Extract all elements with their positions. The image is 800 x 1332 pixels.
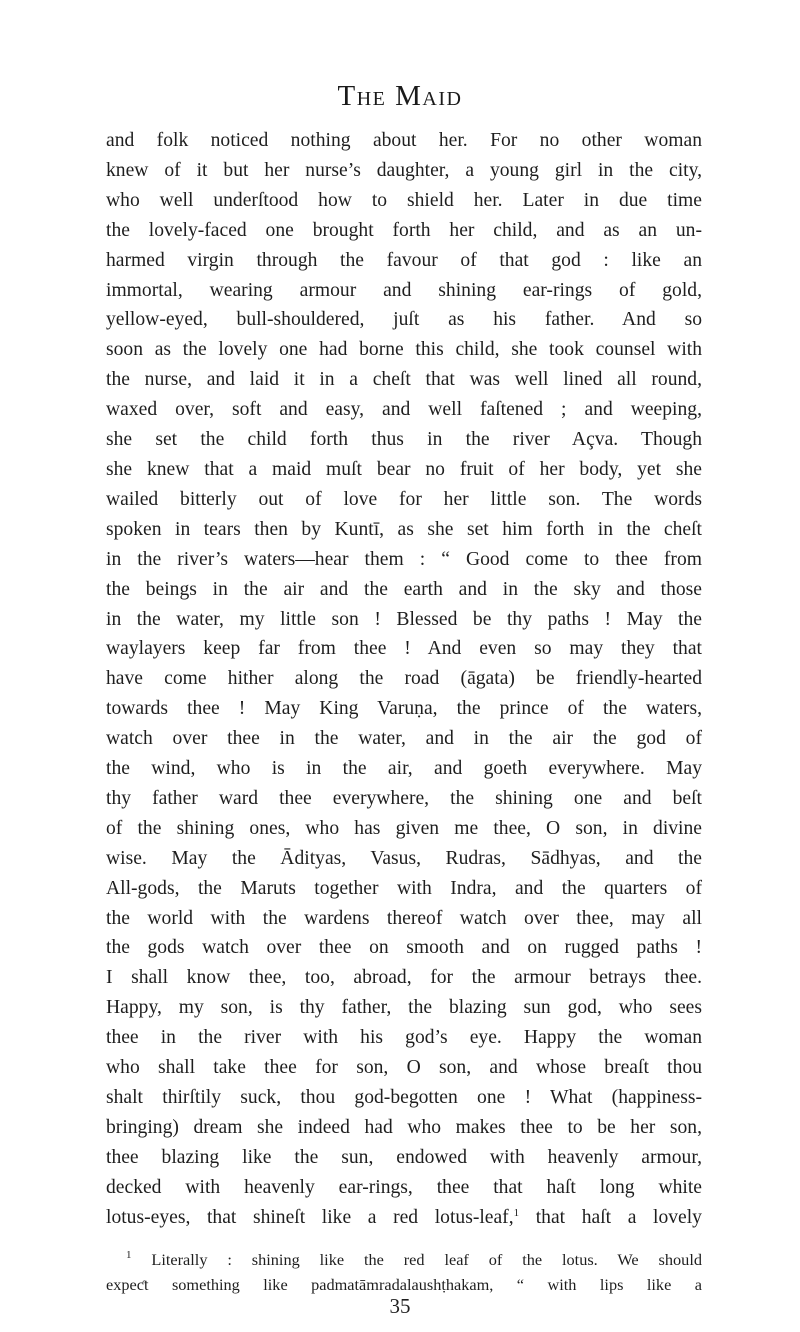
text-line: who well underſtood how to shield her. Later in due time	[106, 189, 702, 211]
text-line: the gods watch over thee on smooth and on rugged paths !	[106, 937, 702, 959]
text-segment: that haſt a lovely	[535, 1206, 702, 1228]
text-line: the world with the wardens thereof watch over thee, may all	[106, 907, 702, 929]
text-line: decked with heavenly ear-rings, thee that haſt long white	[106, 1176, 702, 1198]
text-line-with-note	[106, 1203, 702, 1233]
text-line: she set the child forth thus in the river Açva. Though	[106, 429, 702, 451]
text-line: of the shining ones, who has given me thee, O son, in divine	[106, 817, 702, 839]
text-line: All-gods, the Maruts together with Indra, and the quarters of	[106, 877, 702, 899]
text-line: harmed virgin through the favour of that god : like an	[106, 249, 702, 271]
footnote-marker: 1	[126, 1249, 132, 1261]
text-line: knew of it but her nurse’s daughter, a young girl in the city,	[106, 159, 702, 181]
text-line: shalt thirſtily suck, thou god-begotten one ! What (happiness-	[106, 1087, 702, 1108]
footnote-text: Literally : shining like the red leaf of the lotus. We should	[151, 1250, 702, 1269]
text-line: the nurse, and laid it in a cheſt that was well lined all round,	[106, 369, 702, 391]
text-line: waxed over, soft and easy, and well faſtened ; and weeping,	[106, 399, 702, 421]
footnote-line: expeƈt something like padmatāmradalaushṭhakam, “ with lips like a	[106, 1275, 702, 1294]
page-number: 35	[389, 1294, 411, 1318]
text-line: who shall take thee for son, O son, and whose breaſt thou	[106, 1057, 702, 1079]
text-line: and folk noticed nothing about her. For no other woman	[106, 130, 702, 151]
text-line: towards thee ! May King Varuṇa, the prince of the waters,	[106, 698, 702, 720]
text-line: yellow-eyed, bull-shouldered, juſt as his father. And so	[106, 309, 702, 331]
text-line: the lovely-faced one brought forth her child, and as an un-	[106, 219, 702, 241]
footnote-line	[106, 1247, 702, 1272]
text-line: in the river’s waters—hear them : “ Good come to thee from	[106, 548, 702, 570]
text-line: thee blazing like the sun, endowed with heavenly armour,	[106, 1146, 702, 1168]
text-line: watch over thee in the water, and in the air the god of	[106, 728, 702, 750]
text-line: in the water, my little son ! Blessed be thy paths ! May the	[106, 608, 702, 630]
text-line: thy father ward thee everywhere, the shining one and beſt	[106, 787, 702, 809]
footnote-reference: 1	[513, 1206, 520, 1219]
running-head: The Maid	[337, 80, 463, 112]
text-line: I shall know thee, too, abroad, for the armour betrays thee.	[106, 967, 702, 989]
text-line: wailed bitterly out of love for her little son. The words	[106, 488, 702, 510]
body-text	[106, 126, 702, 1233]
text-line: thee in the river with his god’s eye. Happy the woman	[106, 1027, 702, 1049]
text-line: wise. May the Ādityas, Vasus, Rudras, Sādhyas, and the	[106, 847, 702, 869]
text-line: spoken in tears then by Kuntī, as she set him forth in the cheſt	[106, 518, 702, 540]
text-line: have come hither along the road (āgata) be friendly-hearted	[106, 668, 702, 690]
footnote	[106, 1247, 702, 1297]
text-line: the wind, who is in the air, and goeth everywhere. May	[106, 758, 702, 780]
text-line: she knew that a maid muſt bear no fruit of her body, yet she	[106, 458, 702, 480]
text-line: waylayers keep far from thee ! And even so may they that	[106, 638, 702, 660]
text-line: Happy, my son, is thy father, the blazing sun god, who sees	[106, 997, 702, 1019]
text-line: the beings in the air and the earth and in the sky and those	[106, 578, 702, 600]
text-line: immortal, wearing armour and shining ear-rings of gold,	[106, 279, 702, 301]
text-line: soon as the lovely one had borne this child, she took counsel with	[106, 339, 702, 361]
text-line: bringing) dream she indeed had who makes thee to be her son,	[106, 1116, 702, 1138]
text-segment: lotus-eyes, that shineſt like a red lotus-leaf,	[106, 1206, 514, 1228]
